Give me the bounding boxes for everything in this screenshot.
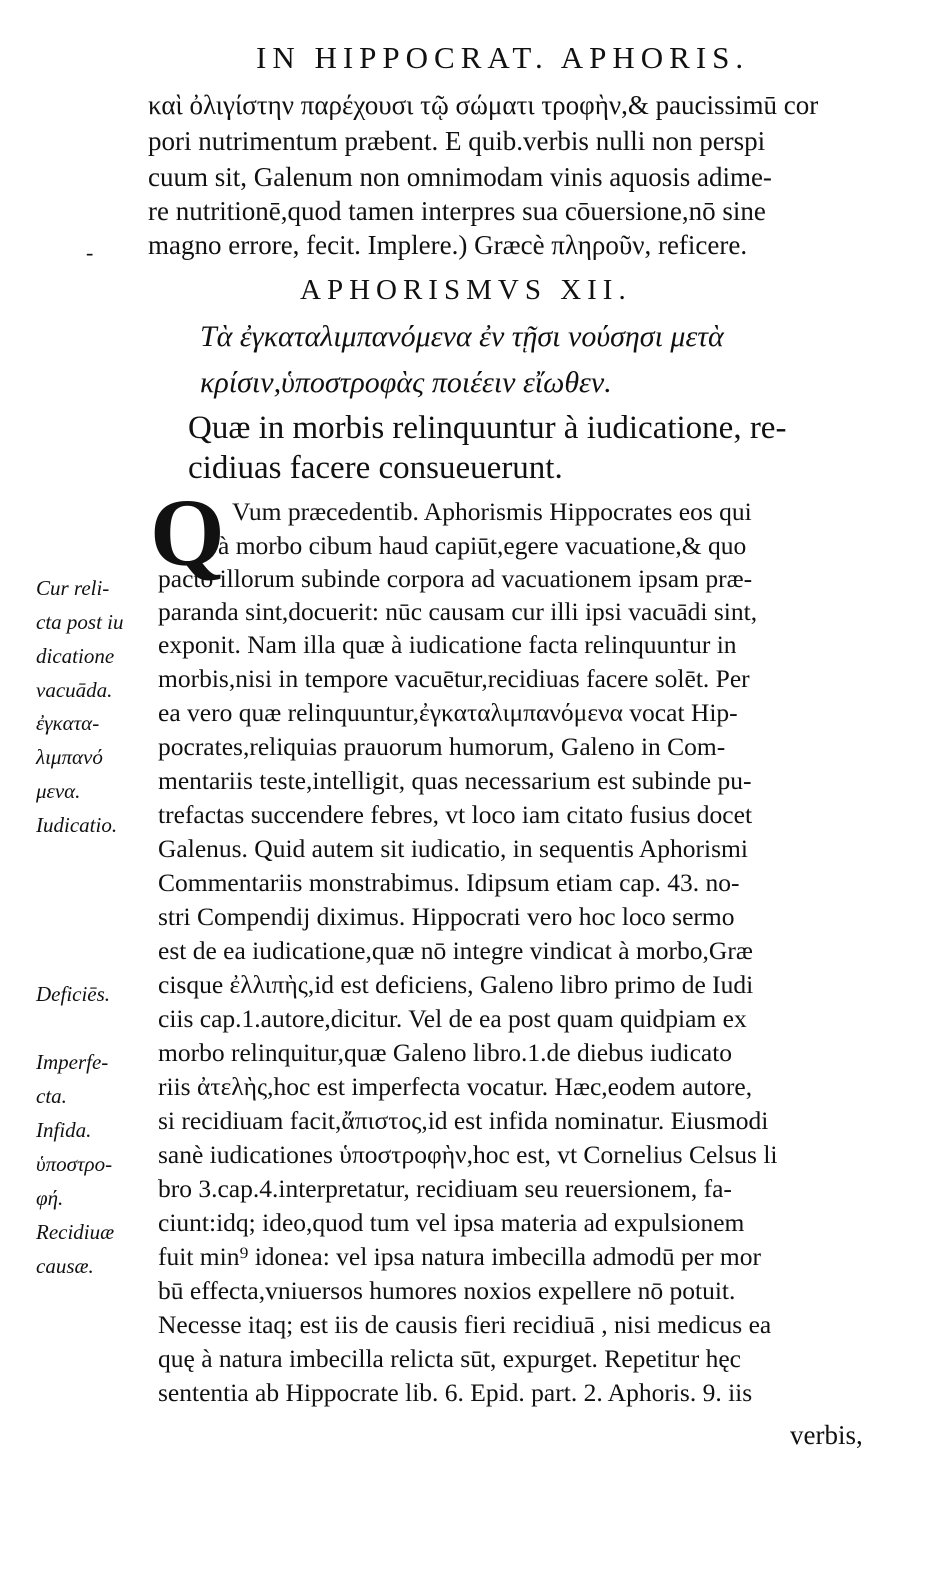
commentary-line: fuit min⁹ idonea: vel ipsa natura imbecilla admodū per mor <box>158 1242 762 1271</box>
commentary-line: Vum præcedentib. Aphorismis Hippocrates eos qui <box>232 497 752 526</box>
commentary-line: paranda sint,docuerit: nūc causam cur illi ipsi vacuādi sint, <box>158 597 758 626</box>
margin-mark: - <box>86 240 94 265</box>
margin-note: Imperfe- <box>36 1050 109 1074</box>
intro-line: magno errore, fecit. Implere.) Græcè πληροῦν, reficere. <box>148 230 748 260</box>
margin-note: μενα. <box>36 779 81 803</box>
margin-note: Iudicatio. <box>36 813 118 837</box>
commentary-line: exponit. Nam illa quæ à iudicatione facta relinquuntur in <box>158 630 737 659</box>
margin-note: Infida. <box>36 1118 92 1142</box>
drop-cap: Q <box>150 479 225 586</box>
margin-note: causæ. <box>36 1254 94 1278</box>
latin-aphorism-line: Quæ in morbis relinquuntur à iudicatione, re- <box>188 410 787 446</box>
margin-note: ἐγκατα- <box>36 711 100 735</box>
commentary-line: est de ea iudicatione,quæ nō integre vindicat à morbo,Græ <box>158 936 753 965</box>
margin-note: Recidiuæ <box>36 1220 115 1244</box>
intro-line: re nutritionē,quod tamen interpres sua cōuersione,nō sine <box>148 196 766 226</box>
commentary-line: morbis,nisi in tempore vacuētur,recidiuas facere solēt. Per <box>158 664 750 693</box>
commentary-line: pacto illorum subinde corpora ad vacuationem ipsam præ- <box>158 564 753 593</box>
commentary-line: ciis cap.1.autore,dicitur. Vel de ea post quam quidpiam ex <box>158 1004 747 1033</box>
commentary-line: morbo relinquitur,quæ Galeno libro.1.de diebus iudicato <box>158 1038 733 1067</box>
margin-note: λιμπανό <box>36 745 103 769</box>
commentary-line: Necesse itaq; est iis de causis fieri recidiuā , nisi medicus ea <box>158 1310 772 1339</box>
intro-line: καὶ ὀλιγίστην παρέχουσι τῷ σώματι τροφὴν,& paucissimū cor <box>148 90 819 120</box>
commentary-line: bū effecta,vniuersos humores noxios expellere nō potuit. <box>158 1276 736 1305</box>
intro-line: pori nutrimentum præbent. E quib.verbis nulli non perspi <box>148 126 766 156</box>
margin-note: φή. <box>36 1186 64 1210</box>
commentary-line: sententia ab Hippocrate lib. 6. Epid. part. 2. Aphoris. 9. iis <box>158 1378 753 1407</box>
commentary-line: stri Compendij diximus. Hippocrati vero hoc loco sermo <box>158 902 735 931</box>
commentary-line: ciunt:idq; ideo,quod tum vel ipsa materia ad expulsionem <box>158 1208 745 1237</box>
margin-note: cta. <box>36 1084 67 1108</box>
margin-note: vacuāda. <box>36 678 113 702</box>
commentary-line: Galenus. Quid autem sit iudicatio, in sequentis Aphorismi <box>158 834 748 863</box>
commentary-line: quę à natura imbecilla relicta sūt, expurget. Repetitur hęc <box>158 1344 741 1373</box>
margin-note: Deficiēs. <box>36 982 111 1006</box>
commentary-line: cisque ἐλλιπὴς,id est deficiens, Galeno libro primo de Iudi <box>158 970 754 999</box>
commentary-line: riis ἀτελὴς,hoc est imperfecta vocatur. Hæc,eodem autore, <box>158 1072 753 1101</box>
latin-aphorism-line: cidiuas facere consueuerunt. <box>188 450 563 486</box>
commentary-line: sanè iudicationes ὑποστροφὴν,hoc est, vt Cornelius Celsus li <box>158 1140 778 1169</box>
margin-note: ὑποστρο- <box>36 1152 113 1176</box>
commentary-line: trefactas succendere febres, vt loco iam citato fusius docet <box>158 800 753 829</box>
commentary-line: bro 3.cap.4.interpretatur, recidiuam seu reuersionem, fa- <box>158 1174 732 1203</box>
catchword: verbis, <box>790 1420 863 1450</box>
commentary-line: ea vero quæ relinquuntur,ἐγκαταλιμπανόμενα vocat Hip- <box>158 698 738 727</box>
commentary-line: Commentariis monstrabimus. Idipsum etiam cap. 43. no- <box>158 868 740 897</box>
greek-aphorism-line: Τὰ ἐγκαταλιμπανόμενα ἐν τῇσι νούσησι μετὰ <box>200 320 724 353</box>
margin-note: cta post iu <box>36 610 124 634</box>
margin-note: Cur reli- <box>36 576 110 600</box>
greek-aphorism-line: κρίσιν,ὑποστροφὰς ποιέειν εἴωθεν. <box>200 366 612 399</box>
running-header: IN HIPPOCRAT. APHORIS. <box>256 40 750 75</box>
intro-line: cuum sit, Galenum non omnimodam vinis aquosis adime- <box>148 162 772 192</box>
aphorism-heading: APHORISMVS XII. <box>300 274 632 306</box>
margin-note: dicatione <box>36 644 115 668</box>
commentary-line: si recidiuam facit,ἄπιστος,id est infida nominatur. Eiusmodi <box>158 1106 769 1135</box>
commentary-line: mentariis teste,intelligit, quas necessarium est subinde pu- <box>158 766 752 795</box>
commentary-line: pocrates,reliquias prauorum humorum, Galeno in Com- <box>158 732 726 761</box>
commentary-line: à morbo cibum haud capiūt,egere vacuatione,& quo <box>218 531 747 560</box>
